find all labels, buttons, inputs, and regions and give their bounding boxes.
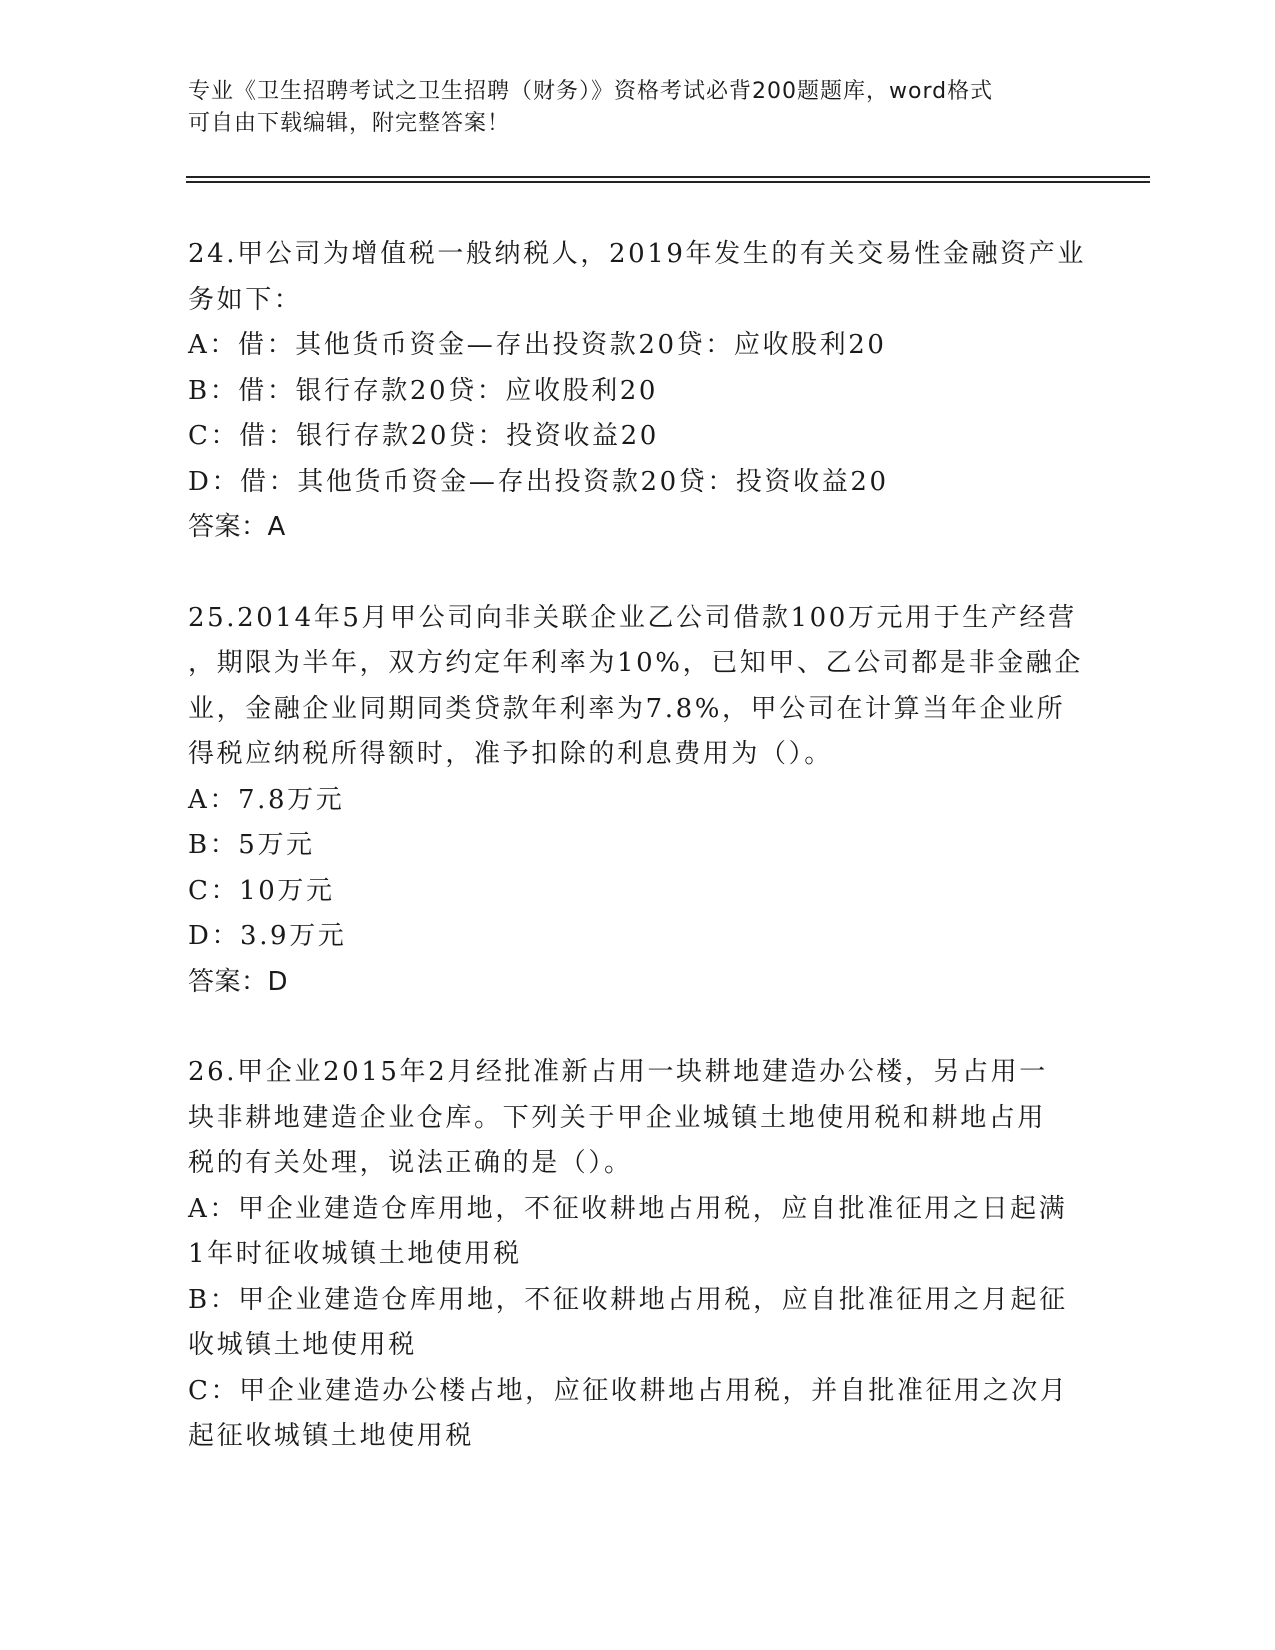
option-b: B：甲企业建造仓库用地，不征收耕地占用税，应自批准征用之月起征 [188,1284,1068,1315]
question-stem: 25.2014年5月甲公司向非关联企业乙公司借款100万元用于生产经营 [188,602,1077,633]
answer: 答案：D [188,966,289,997]
document-header [188,76,1068,140]
question-stem: 税的有关处理，说法正确的是（）。 [188,1148,633,1178]
option-c-continued: 起征收城镇土地使用税 [188,1421,475,1451]
header-line: 可自由下载编辑，附完整答案！ [188,111,511,136]
question-26 [188,1050,1088,1460]
question-stem: 务如下： [188,284,303,315]
option-c: C：甲企业建造办公楼占地，应征收耕地占用税，并自批准征用之次月 [188,1375,1069,1406]
question-list [188,232,1088,1460]
header-divider [186,181,1150,183]
option-a-continued: 1年时征收城镇土地使用税 [188,1239,522,1269]
question-stem: 块非耕地建造企业仓库。下列关于甲企业城镇土地使用税和耕地占用 [188,1102,1047,1133]
question-stem: 24.甲公司为增值税一般纳税人，2019年发生的有关交易性金融资产业 [188,239,1086,269]
header-line: 专业《卫生招聘考试之卫生招聘（财务）》资格考试必背200题题库，word格式 [188,79,994,104]
question-stem: 26.甲企业2015年2月经批准新占用一块耕地建造办公楼，另占用一 [188,1057,1048,1087]
option-b: B：5万元 [188,830,315,860]
option-a: A：甲企业建造仓库用地，不征收耕地占用税，应自批准征用之日起满 [188,1193,1068,1224]
option-c: C：借：银行存款20贷：投资收益20 [188,421,659,451]
question-stem: 得税应纳税所得额时，准予扣除的利息费用为（）。 [188,739,833,769]
option-d: D：借：其他货币资金—存出投资款20贷：投资收益20 [188,466,889,497]
option-c: C：10万元 [188,875,335,906]
question-stem: 业，金融企业同期同类贷款年利率为7.8%，甲公司在计算当年企业所 [188,693,1066,724]
question-stem: ，期限为半年，双方约定年利率为10%，已知甲、乙公司都是非金融企 [188,648,1083,678]
answer: 答案：A [188,512,286,542]
question-25 [188,596,1088,1006]
header-divider [186,176,1150,178]
question-24 [188,232,1088,551]
option-a: A：借：其他货币资金—存出投资款20贷：应收股利20 [188,330,887,360]
option-d: D：3.9万元 [188,921,347,951]
option-b: B：借：银行存款20贷：应收股利20 [188,375,659,406]
option-b-continued: 收城镇土地使用税 [188,1330,417,1360]
option-a: A：7.8万元 [188,784,345,815]
